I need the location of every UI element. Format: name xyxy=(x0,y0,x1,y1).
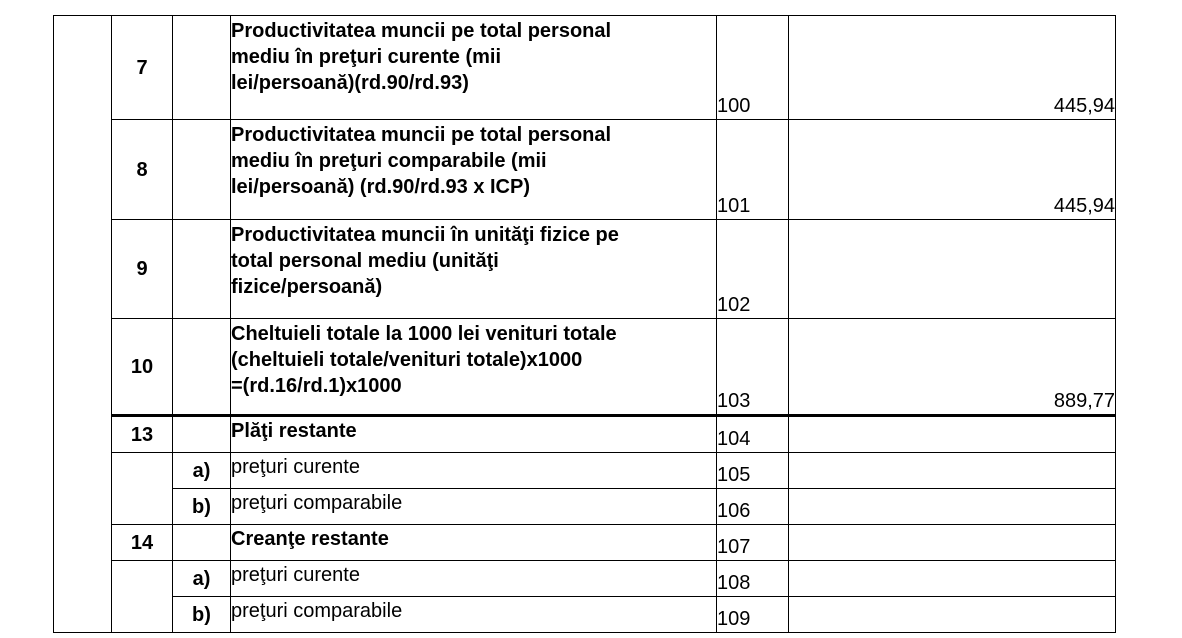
row-value xyxy=(789,561,1116,597)
row-number: 10 xyxy=(112,319,173,416)
row-code: 101 xyxy=(717,120,789,220)
left-blank-column xyxy=(54,16,112,633)
row-number: 8 xyxy=(112,120,173,220)
table-row xyxy=(54,489,1116,525)
row-value xyxy=(789,453,1116,489)
table-row xyxy=(54,220,1116,319)
row-description: preţuri curente xyxy=(231,561,717,597)
row-code: 104 xyxy=(717,416,789,453)
row-code: 103 xyxy=(717,319,789,416)
description-line: Cheltuieli totale la 1000 lei venituri totale xyxy=(231,323,617,345)
sub-label xyxy=(173,525,231,561)
row-number: 9 xyxy=(112,220,173,319)
row-value: 889,77 xyxy=(789,319,1116,416)
row-number: 13 xyxy=(112,416,173,453)
description-line: Productivitatea muncii pe total personal xyxy=(231,20,612,42)
table-row xyxy=(54,416,1116,453)
row-number xyxy=(112,453,173,525)
row-description: preţuri curente xyxy=(231,453,717,489)
row-value: 445,94 xyxy=(789,120,1116,220)
table-row xyxy=(54,16,1116,120)
table-row xyxy=(54,120,1116,220)
sub-label: b) xyxy=(173,597,231,633)
row-description: Plăţi restante xyxy=(231,416,717,453)
table-row xyxy=(54,561,1116,597)
table-row xyxy=(54,453,1116,489)
row-number: 14 xyxy=(112,525,173,561)
row-value xyxy=(789,525,1116,561)
row-description xyxy=(231,120,717,220)
description-line: total personal mediu (unităţi xyxy=(231,250,499,272)
row-description xyxy=(231,220,717,319)
sub-label xyxy=(173,416,231,453)
sub-label xyxy=(173,16,231,120)
row-code: 106 xyxy=(717,489,789,525)
description-line: fizice/persoană) xyxy=(231,276,383,298)
row-number xyxy=(112,561,173,633)
description-line: =(rd.16/rd.1)x1000 xyxy=(231,375,402,397)
row-value xyxy=(789,597,1116,633)
description-line: lei/persoană) (rd.90/rd.93 x ICP) xyxy=(231,176,530,198)
description-line: mediu în preţuri comparabile (mii xyxy=(231,150,547,172)
row-code: 109 xyxy=(717,597,789,633)
sub-label: b) xyxy=(173,489,231,525)
table-row xyxy=(54,597,1116,633)
description-line: Productivitatea muncii în unităţi fizice pe xyxy=(231,224,619,246)
row-number: 7 xyxy=(112,16,173,120)
description-line: (cheltuieli totale/venituri totale)x1000 xyxy=(231,349,583,371)
sub-label xyxy=(173,120,231,220)
row-value xyxy=(789,220,1116,319)
row-code: 107 xyxy=(717,525,789,561)
table-row xyxy=(54,525,1116,561)
sub-label xyxy=(173,220,231,319)
sub-label: a) xyxy=(173,453,231,489)
row-description: preţuri comparabile xyxy=(231,597,717,633)
row-description xyxy=(231,319,717,416)
description-line: mediu în preţuri curente (mii xyxy=(231,46,502,68)
description-line: Productivitatea muncii pe total personal xyxy=(231,124,612,146)
row-description: Creanţe restante xyxy=(231,525,717,561)
row-code: 102 xyxy=(717,220,789,319)
description-line: lei/persoană)(rd.90/rd.93) xyxy=(231,72,469,94)
row-code: 100 xyxy=(717,16,789,120)
table-row xyxy=(54,319,1116,416)
row-description: preţuri comparabile xyxy=(231,489,717,525)
row-code: 108 xyxy=(717,561,789,597)
sub-label: a) xyxy=(173,561,231,597)
row-value xyxy=(789,416,1116,453)
row-code: 105 xyxy=(717,453,789,489)
row-value: 445,94 xyxy=(789,16,1116,120)
sub-label xyxy=(173,319,231,416)
indicators-table xyxy=(53,15,1116,633)
row-value xyxy=(789,489,1116,525)
row-description xyxy=(231,16,717,120)
